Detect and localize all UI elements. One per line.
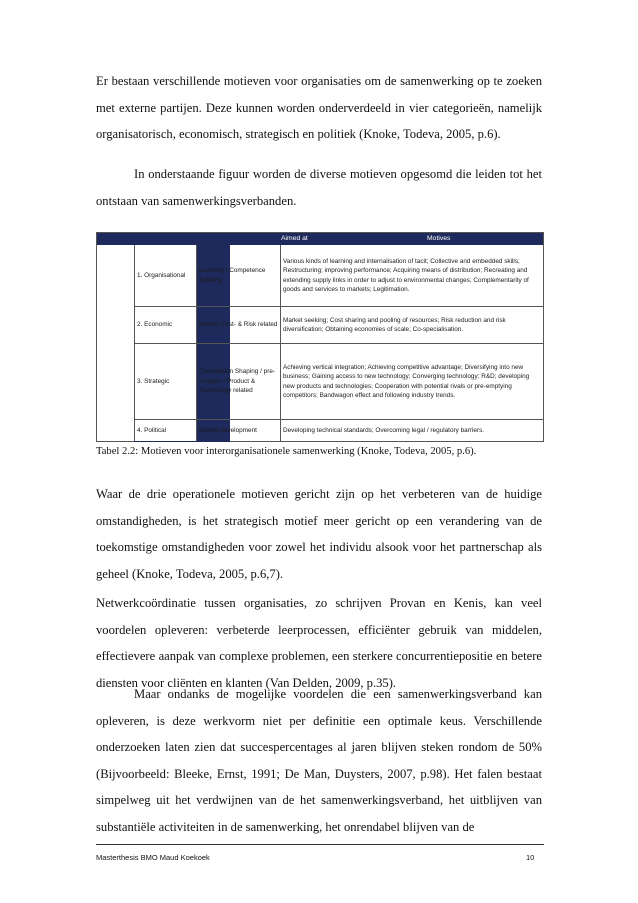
footer-title: Masterthesis BMO Maud Koekoek [96, 853, 210, 862]
table-header [97, 233, 543, 245]
table-row [134, 344, 544, 420]
paragraph-motives-intro: Er bestaan verschillende motieven voor organisaties om de samenwerking op te zoeken met externe partijen. Deze kunnen worden onderverdeeld in vier categorieën, namelijk organisatorisch, economisch, strategisch en politiek (Knoke, Todeva, 2005, p.6). [96, 74, 542, 141]
table-row [134, 245, 544, 307]
row-motives: Market seeking; Cost sharing and pooling of resources; Risk reduction and risk diversification; Obtaining economies of scale; Co-specialisation. [280, 307, 544, 343]
page-number: 10 [526, 853, 535, 862]
row-motives: Developing technical standards; Overcoming legal / regulatory barriers. [280, 420, 544, 441]
row-category: 2. Economic [134, 307, 196, 343]
paragraph-success-rates [96, 681, 542, 840]
paragraph-operational-motives: Waar de drie operationele motieven gericht zijn op het verbeteren van de huidige omstandigheden, is het strategisch motief meer gericht op een verandering van de toekomstige omstandigheden voor zowel het individu alsook voor het partnerschap als geheel (Knoke, Todeva, 2005, p.6,7). [96, 487, 542, 581]
row-aimed-at: Learning / Competence Building [196, 245, 280, 306]
header-aimed-at: Aimed at [281, 235, 308, 242]
paragraph-figure-intro [96, 161, 542, 214]
header-motives: Motives [427, 235, 451, 242]
row-aimed-at: Market development [196, 420, 280, 441]
paragraph-network-coordination: Netwerkcoördinatie tussen organisaties, zo schrijven Provan en Kenis, kan veel voordelen opleveren: verbeterde leerprocessen, efficiënter gebruik van middelen, effectievere aanpak van complexe problemen, een sterkere concurrentiepositie en betere diensten voor cliënten en klanten (Van Delden, 2009, p.35). [96, 596, 542, 690]
row-motives: Various kinds of learning and internalisation of tacit; Collective and embedded skills; Restructuring; improving performance; Acquiring means of distribution; Recreating and extending supply links in order to adjust to environmental changes; Complementarity of goods and services to markets; Legitimation. [280, 245, 544, 306]
table-row [134, 420, 544, 441]
row-aimed-at: Competition Shaping / pre-emption / Product & Technology related [196, 344, 280, 419]
footer-divider [96, 844, 544, 845]
paragraph-success-rates-text: Maar ondanks de mogelijke voordelen die een samenwerkingsverband kan opleveren, is deze werkvorm niet per definitie een optimale keus. Verschillende onderzoeken laten zien dat succespercentages al jaren blijven steken rondom de 50% (Bijvoorbeeld: Bleeke, Ernst, 1991; De Man, Duysters, 2007, p.98). Het falen bestaat simpelweg uit het verdwijnen van de het samenwerkingsverband, het uitblijven van substantiële activiteiten in de samenwerking, het onrendabel blijven van de [96, 687, 542, 834]
row-category: 1. Organisational [134, 245, 196, 306]
motives-table [96, 232, 544, 442]
table-caption: Tabel 2.2: Motieven voor interorganisationele samenwerking (Knoke, Todeva, 2005, p.6). [96, 446, 477, 457]
row-category: 3. Strategic [134, 344, 196, 419]
row-category: 4. Political [134, 420, 196, 441]
paragraph-figure-intro-text: In onderstaande figuur worden de diverse motieven opgesomd die leiden tot het ontstaan van samenwerkingsverbanden. [96, 167, 542, 208]
table-row [134, 307, 544, 344]
row-aimed-at: Market-Cost- & Risk related [196, 307, 280, 343]
row-motives: Achieving vertical integration; Achieving competitive advantage; Diversifying into new business; Gaining access to new technology; Converging technology; R&D; developing new products and technologies; Cooperation with potential rivals or pre-emptying competitors; Bandwagon effect and following industry trends. [280, 344, 544, 419]
